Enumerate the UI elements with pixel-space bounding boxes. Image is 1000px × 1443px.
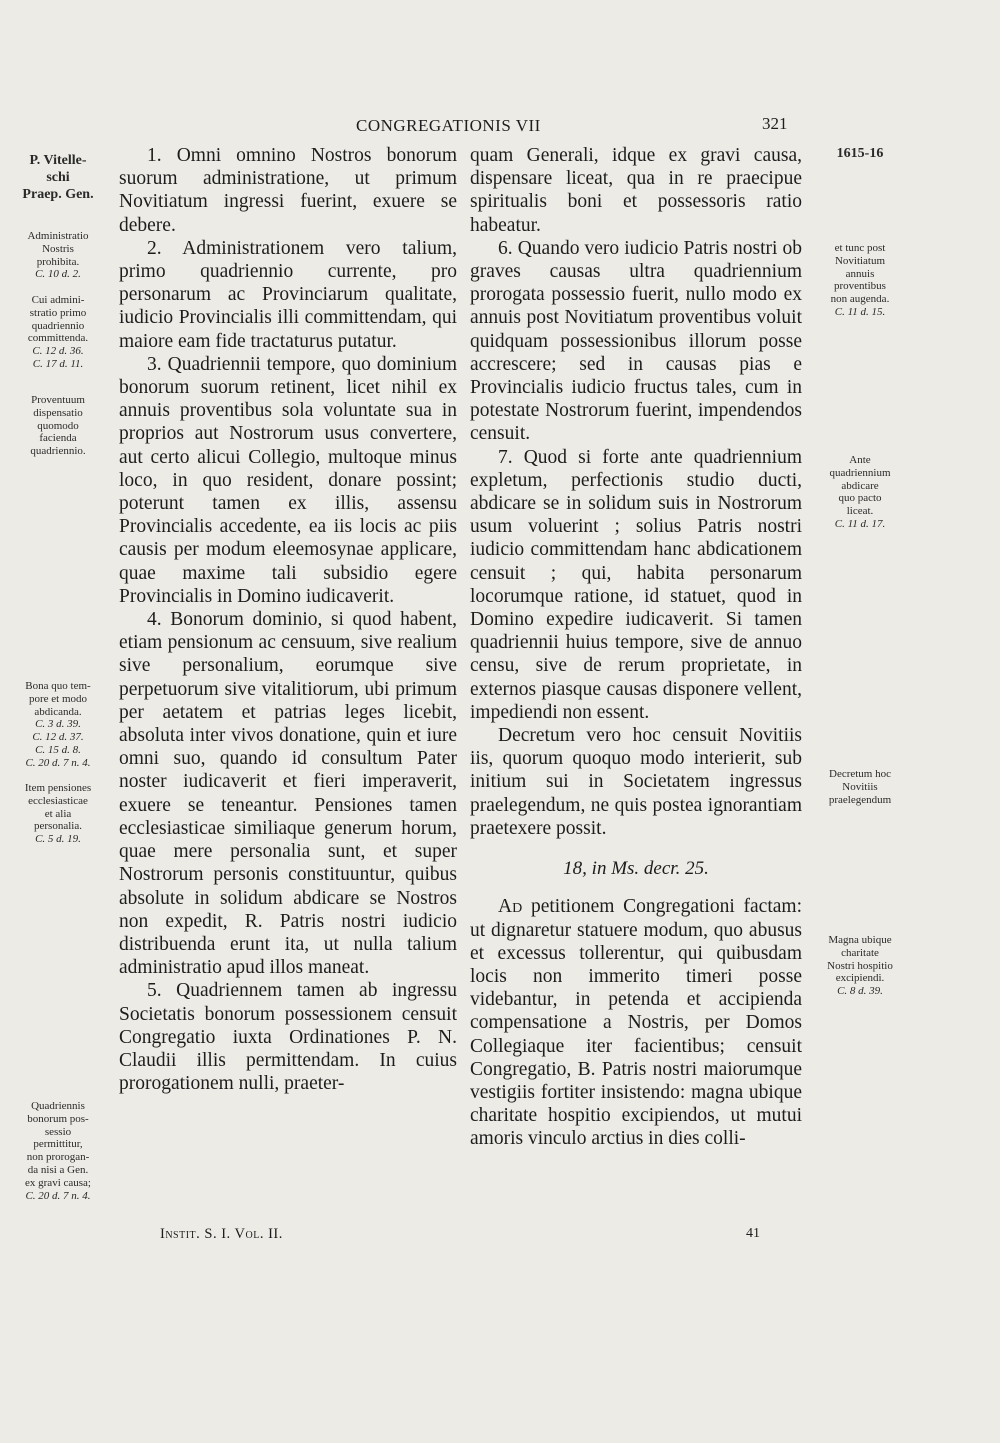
margin-note-bona [14, 680, 102, 770]
paragraph: 6. Quando vero iudicio Patris nostri ob graves causas ultra quadriennium prorogata possessio fuerit, nullo modo ex annuis post Novitiatum proventibus voluit quidquam possessionibus illorum posse accrescere; sed in causas pias e Provincialis iudicio fructus tales, cum in potestate Nostrorum fuerint, impendendos censuit. [470, 237, 802, 445]
margin-note-text: Item pensiones ecclesiasticae et alia personalia. [24, 782, 92, 833]
margin-note-author [14, 152, 102, 203]
margin-note-text: et tunc post Novitiatum annuis proventibus non augenda. [830, 242, 890, 306]
signature-mark: 41 [746, 1226, 760, 1241]
margin-note-ref: C. 11 d. 15. [834, 305, 886, 318]
margin-note-text: Administratio Nostris prohibita. [27, 230, 89, 268]
paragraph: 5. Quadriennem tamen ab ingressu Societatis bonorum possessionem censuit Congregatio iuxta Ordinationes P. N. Claudii illis permittendam. In cuius prorogationem nulli, praeter- [119, 980, 457, 1095]
paragraph: 3. Quadriennii tempore, quo dominium bonorum suorum retinent, licet nihil ex annuis proventibus sola voluntate sua in proprios aut Nostrorum usus convertere, aut certo alicui Collegio, multoque minus loco, in quo resident, donare possint; poterunt tamen ex illis, assensu Provincialis accedente, ea iis locis ac piis causis per modum eleemosynae applicare, quae maxime tali subsidio egere Provincialis in Domino iudicaverit. [119, 353, 457, 607]
margin-note-magna [812, 934, 908, 998]
margin-note-text: Quadriennis bonorum pos- sessio permittitur, non prorogan- da nisi a Gen. ex gravi causa; [25, 1100, 91, 1189]
margin-note-decretum [812, 768, 908, 806]
margin-note-text: Ante quadriennium abdicare quo pacto liceat. [829, 454, 891, 518]
margin-note-text: P. Vitelle- schi Praep. Gen. [22, 153, 94, 202]
paragraph-text: petitionem Congregationi factam: ut dignaretur statuere modum, quo abusus et excessus tollerentur, qui quibusdam locis non immerito timeri posse videbantur, in petenda et accipienda compensatione a Nostris, per Domos Collegiaque iter facientibus; censuit Congregatio, B. Patris nostri maiorumque vestigiis fortiter insistendo: magna ubique charitate hospitio excipiendos, ut mutui amoris vinculo arctius in dies colli- [470, 896, 802, 1150]
margin-note-text: 1615-16 [836, 146, 884, 161]
margin-note-administratio [14, 230, 102, 281]
margin-note-text: Magna ubique charitate Nostri hospitio excipiendi. [827, 934, 893, 985]
margin-note-ref: C. 11 d. 17. [834, 517, 886, 530]
margin-note-text: Bona quo tem- pore et modo abdicanda. [25, 680, 91, 718]
running-head: CONGREGATIONIS VII [356, 116, 541, 135]
margin-note-text: Decretum hoc Novitiis praelegendum [828, 768, 892, 806]
text-column-left [119, 144, 457, 1095]
page-number: 321 [762, 114, 788, 133]
footer-volume: Instit. S. I. Vol. II. [160, 1226, 283, 1242]
paragraph: 7. Quod si forte ante quadriennium expletum, perfectionis studio ducti, abdicare se in solidum suis in Nostrorum usum voluerint ; solius Patris nostri iudicio committendam hanc abdicationem censuit ; qui, habita personarum locorumque ratione, id statuet, quod in Domino expedire iudicaverit. Si tamen quadriennii huius tempore, sive de annuo censu, sive de rerum proprietate, in externos piasque causas disponere vellent, impediendi non essent. [470, 446, 802, 723]
margin-note-ref: C. 10 d. 2. [35, 268, 81, 281]
margin-note-text: Proventuum dispensatio quomodo facienda quadriennio. [30, 394, 86, 458]
text-column-right [470, 144, 802, 1151]
margin-note-text: Cui admini- stratio primo quadriennio committenda. [27, 294, 89, 345]
paragraph: Decretum vero hoc censuit Novitiis iis, quorum quoquo modo interierit, sub initium sui in Societatem ingressus praelegendum, ne quis postea ignorantiam praetexere possit. [470, 725, 802, 839]
paragraph: 2. Administrationem vero talium, primo quadriennio currente, pro personarum ac Provinciarum qualitate, iudicio Provincialis illi committendam, qui maiore eam fide tractaturus putatur. [119, 237, 457, 352]
margin-note-ref: C. 12 d. 36. C. 17 d. 11. [32, 345, 84, 370]
margin-note-cui [14, 294, 102, 371]
margin-note-et-tunc [812, 242, 908, 319]
margin-note-ref: C. 5 d. 19. [35, 833, 81, 846]
lead-word: Ad [498, 896, 523, 918]
section-heading: 18, in Ms. decr. 25. [563, 858, 709, 880]
margin-note-pensiones [14, 782, 102, 846]
margin-note-ref: C. 8 d. 39. [837, 985, 883, 998]
paragraph: 1. Omni omnino Nostros bonorum suorum administratione, ut primum Novitiatum ingressi fuerint, exuere se debere. [119, 145, 457, 236]
margin-note-quadriennis [14, 1100, 102, 1202]
paragraph-continuation: quam Generali, idque ex gravi causa, dispensare liceat, qua in re praecipue spiritualis boni et possessoris ratio habeatur. [470, 145, 802, 236]
margin-note-proventuum [14, 394, 102, 458]
paragraph [470, 895, 802, 1150]
margin-note-ref: C. 3 d. 39. C. 12 d. 37. C. 15 d. 8. C. 20 d. 7 n. 4. [25, 718, 91, 769]
margin-note-ante [812, 454, 908, 531]
margin-note-ref: C. 20 d. 7 n. 4. [25, 1189, 91, 1202]
margin-year [812, 148, 908, 161]
paragraph: 4. Bonorum dominio, si quod habent, etiam pensionum ac censuum, sive realium sive personalium, eorumque sive perpetuorum sive vitalitiorum, ubi primum per aetatem et patrias leges licebit, absoluta inter vivos donatione, quin et iure omni suo, quando id consultum Pater noster iudicaverit et fieri imperaverit, exuere se teneantur. Pensiones tamen ecclesiasticae similiaque generum horum, quae mere personalia sunt, et super Nostrorum personis constituuntur, quibus absolute in solidum abdicare se Nostros non expedit, R. Patris nostri iudicio distribuenda erunt ita, ut nulla talium administratio apud illos maneat. [119, 609, 457, 979]
